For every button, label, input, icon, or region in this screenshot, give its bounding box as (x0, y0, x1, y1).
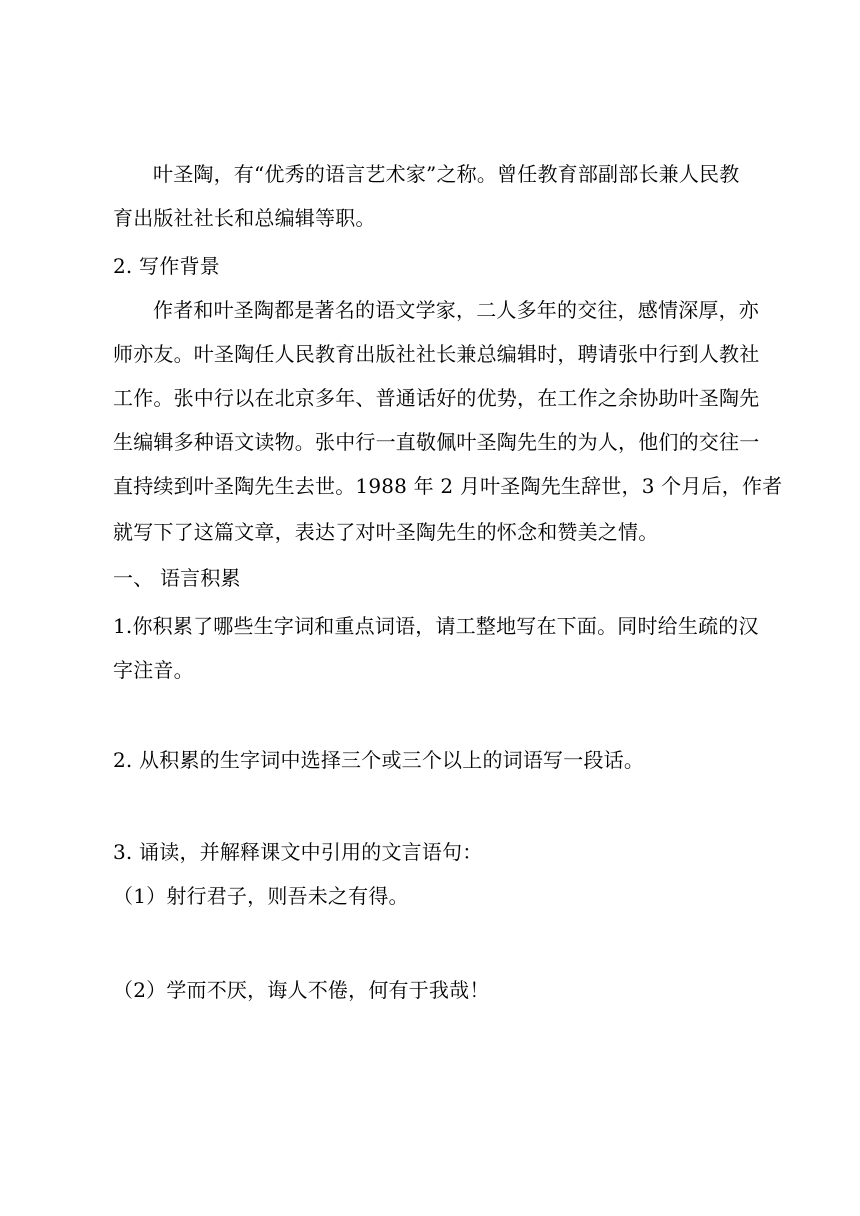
question-1-line-2: 字注音。 (113, 658, 194, 682)
question-3: 3. 诵读，并解释课文中引用的文言语句： (113, 840, 483, 864)
background-paragraph-line-4: 生编辑多种语文读物。张中行一直敬佩叶圣陶先生的为人，他们的交往一 (113, 430, 760, 454)
intro-paragraph-line-1: 叶圣陶，有“优秀的语言艺术家”之称。曾任教育部副部长兼人民教 (153, 162, 740, 186)
section-heading-writing-background: 2. 写作背景 (113, 254, 220, 278)
quote-item-1: （1）射行君子，则吾未之有得。 (113, 884, 409, 908)
background-paragraph-line-1: 作者和叶圣陶都是著名的语文学家，二人多年的交往，感情深厚，亦 (153, 298, 759, 322)
question-2: 2. 从积累的生字词中选择三个或三个以上的词语写一段话。 (113, 748, 645, 772)
intro-paragraph-line-2: 育出版社社长和总编辑等职。 (113, 206, 376, 230)
background-paragraph-line-2: 师亦友。叶圣陶任人民教育出版社社长兼总编辑时，聘请张中行到人教社 (113, 342, 760, 366)
section-heading-language-accumulation: 一、 语言积累 (113, 566, 241, 590)
question-1-line-1: 1.你积累了哪些生字词和重点词语，请工整地写在下面。同时给生疏的汉 (113, 614, 759, 638)
quote-item-2: （2）学而不厌，诲人不倦，何有于我哉！ (113, 978, 490, 1002)
background-paragraph-line-6: 就写下了这篇文章，表达了对叶圣陶先生的怀念和赞美之情。 (113, 520, 659, 544)
background-paragraph-line-3: 工作。张中行以在北京多年、普通话好的优势，在工作之余协助叶圣陶先 (113, 386, 760, 410)
background-paragraph-line-5: 直持续到叶圣陶先生去世。1988 年 2 月叶圣陶先生辞世，3 个月后，作者 (113, 474, 783, 498)
